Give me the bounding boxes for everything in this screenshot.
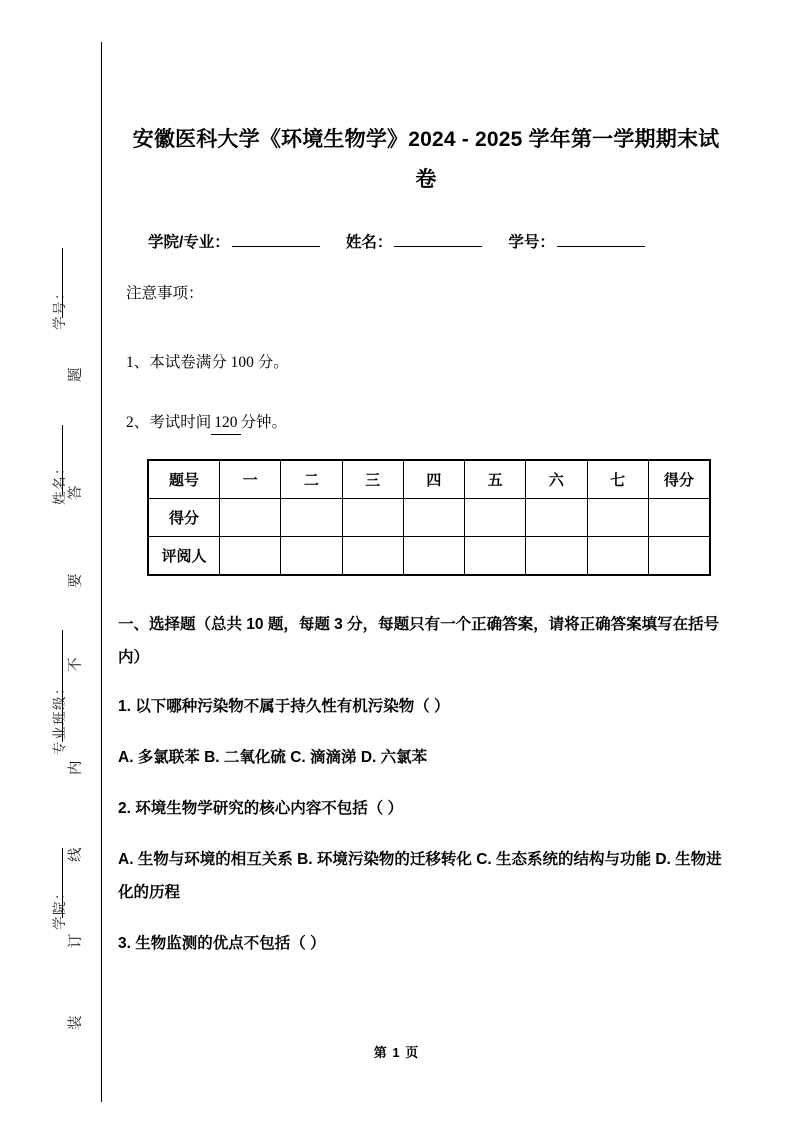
table-cell[interactable] xyxy=(342,537,403,575)
notice-item-2 xyxy=(126,412,287,435)
margin-rule-name xyxy=(62,425,63,495)
table-row-header xyxy=(149,461,710,499)
margin-label-student-id: 学号： xyxy=(52,285,67,330)
margin-char-ding: 订 xyxy=(68,933,84,948)
notice-item-2-prefix: 2、考试时间 xyxy=(126,414,212,431)
binding-vertical-rule xyxy=(101,42,102,1102)
margin-char-ti: 题 xyxy=(68,367,84,382)
question-stem: 1. 以下哪种污染物不属于持久性有机污染物（ ） xyxy=(118,698,450,715)
notice-heading: 注意事项： xyxy=(126,285,204,302)
table-header-2: 二 xyxy=(281,461,342,499)
table-cell[interactable] xyxy=(648,537,709,575)
margin-label-class: 专业班级： xyxy=(52,680,67,755)
table-cell[interactable] xyxy=(403,537,464,575)
notice-item-2-suffix: 分钟。 xyxy=(240,414,288,431)
binding-margin xyxy=(0,0,110,1122)
margin-char-nei: 内 xyxy=(68,760,84,775)
field-blank-name[interactable] xyxy=(394,232,482,247)
table-header-3: 三 xyxy=(342,461,403,499)
table-cell[interactable] xyxy=(648,499,709,537)
questions-section xyxy=(118,608,732,978)
question-stem: 2. 环境生物学研究的核心内容不包括（ ） xyxy=(118,800,404,817)
table-cell[interactable] xyxy=(220,499,281,537)
notice-item-1: 1、本试卷满分 100 分。 xyxy=(126,354,289,371)
table-cell[interactable] xyxy=(526,537,587,575)
table-row-score xyxy=(149,499,710,537)
score-table xyxy=(148,460,710,575)
page-content xyxy=(118,0,738,1122)
section-heading-multiple-choice: 一、选择题（总共 10 题，每题 3 分，每题只有一个正确答案，请将正确答案填写在括号内） xyxy=(118,616,720,666)
field-blank-student-id[interactable] xyxy=(557,232,645,247)
field-label-student-id: 学号： xyxy=(508,234,555,251)
question-item xyxy=(118,927,732,960)
question-stem: 3. 生物监测的优点不包括（ ） xyxy=(118,935,326,952)
table-header-question-no: 题号 xyxy=(149,461,220,499)
margin-char-yao: 要 xyxy=(68,573,84,588)
table-cell[interactable] xyxy=(526,499,587,537)
table-header-4: 四 xyxy=(403,461,464,499)
table-header-5: 五 xyxy=(465,461,526,499)
notice-item-2-duration: 120 xyxy=(211,412,240,435)
question-options: A. 生物与环境的相互关系 B. 环境污染物的迁移转化 C. 生态系统的结构与功能 D. 生物进化的历程 xyxy=(118,851,722,901)
field-label-name: 姓名： xyxy=(345,234,393,251)
table-header-total: 得分 xyxy=(648,461,709,499)
question-item xyxy=(118,792,732,909)
margin-char-bu: 不 xyxy=(68,657,84,672)
question-options: A. 多氯联苯 B. 二氧化硫 C. 滴滴涕 D. 六氯苯 xyxy=(118,749,428,766)
field-label-college-major: 学院/专业： xyxy=(148,234,230,251)
page-footer: 第 1 页 xyxy=(373,1045,420,1060)
table-cell[interactable] xyxy=(281,499,342,537)
margin-char-zhuang: 装 xyxy=(68,1015,84,1030)
margin-char-da: 答 xyxy=(68,485,84,500)
table-header-1: 一 xyxy=(220,461,281,499)
table-cell[interactable] xyxy=(220,537,281,575)
table-cell[interactable] xyxy=(281,537,342,575)
table-cell[interactable] xyxy=(465,537,526,575)
table-cell[interactable] xyxy=(342,499,403,537)
table-cell[interactable] xyxy=(587,499,648,537)
table-cell[interactable] xyxy=(587,537,648,575)
table-cell[interactable] xyxy=(403,499,464,537)
table-header-6: 六 xyxy=(526,461,587,499)
page-title: 安徽医科大学《环境生物学》2024 - 2025 学年第一学期期末试卷 xyxy=(132,128,720,191)
margin-rule-class xyxy=(62,630,63,742)
field-blank-college-major[interactable] xyxy=(232,232,320,247)
table-rowlabel-score: 得分 xyxy=(149,499,220,537)
table-cell[interactable] xyxy=(465,499,526,537)
margin-label-name: 姓名： xyxy=(52,460,67,505)
margin-rule-college xyxy=(62,848,63,918)
margin-char-xian: 线 xyxy=(68,847,84,862)
table-header-7: 七 xyxy=(587,461,648,499)
table-row-grader xyxy=(149,537,710,575)
margin-rule-student-id xyxy=(62,248,63,318)
student-info-fields xyxy=(148,230,728,252)
table-rowlabel-grader: 评阅人 xyxy=(149,537,220,575)
question-item xyxy=(118,690,732,774)
margin-label-college: 学院： xyxy=(52,885,67,930)
